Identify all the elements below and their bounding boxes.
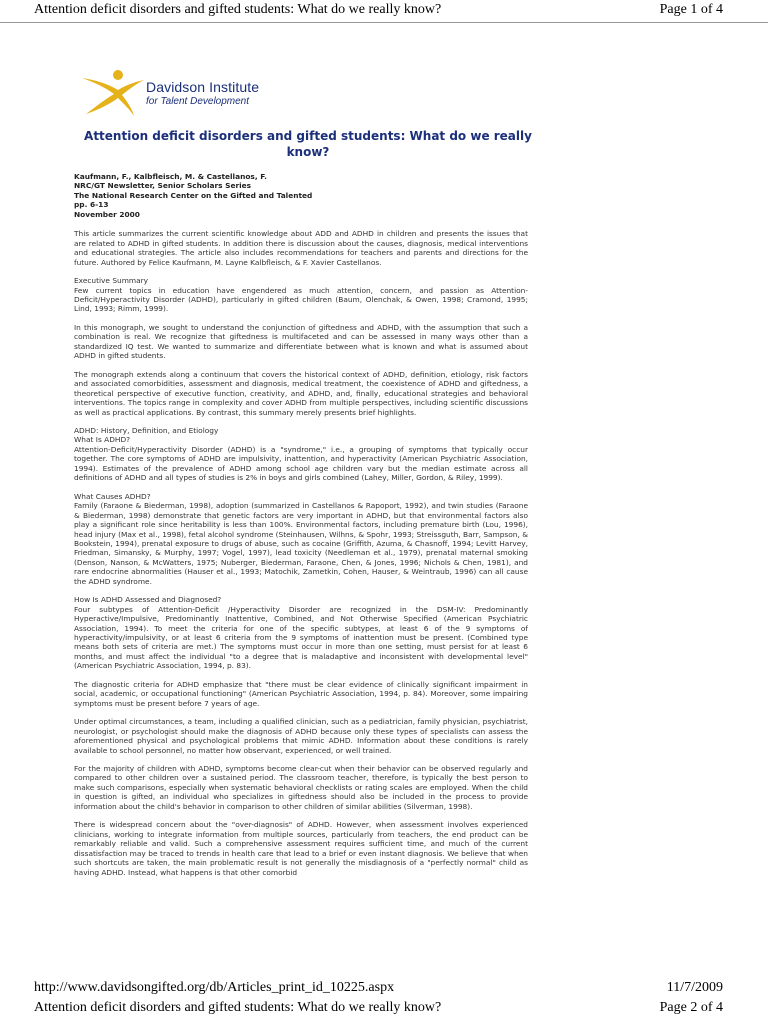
paragraph: The monograph extends along a continuum that covers the historical context of ADHD, definition, etiology, risk factors and associated comorbidities, assessment and diagnosis, medical treatment, the coexistence of ADHD and giftedness, a theoretical perspective of executive function, creativity, and ADHD, and, finally, educational strategies and behavioral interventions. The topics range in complexity and cover ADHD from multiple perspectives, including scientific discussions as well as practical applications. By contrast, this summary merely presents brief highlights. (74, 369, 528, 417)
davidson-logo (80, 68, 280, 118)
print-footer (0, 974, 768, 1024)
paragraph: There is widespread concern about the "over-diagnosis" of ADHD. However, when assessment involves experienced clinicians, working to integrate information from multiple sources, particularly from teachers, the end product can be remarkably reliable and valid. Such a comprehensive assessment requires sufficient time, and much of the current dissatisfaction may be traced to trends in health care that lead to a brief or even instant diagnosis. We believe that when such shortcuts are taken, the main problematic result is not generally the misdiagnosis of a "perfectly normal" child as having ADHD. Instead, what happens is that other comorbid (74, 820, 528, 877)
paragraph: What Causes ADHD? Family (Faraone & Biederman, 1998), adoption (summarized in Castellanos & Rapoport, 1992), and twin studies (Faraone & Biederman, 1998) demonstrate that genetic factors are very important in ADHD, but that environmental factors also play a significant role since heritability is less than 100%. Environmental factors, including premature birth (Lou, 1996), head injury (Max et al., 1998), fetal alcohol syndrome (Steinhausen, Wilhns, & Spohr, 1993; Streissguth, Barr, Sampson, & Bookstein, 1994), prenatal exposure to drugs of abuse, such as cocaine (Griffith, Azuma, & Chasnoff, 1994; Levitt Harvey, Friedman, Simansky, & Murphy, 1997; Vogel, 1997), lead toxicity (Needleman et al., 1979), prenatal maternal smoking (Denson, Nanson, & McWatters, 1975; Nuberger, Biederman, Faraone, Chen, & Jones, 1996; Nichols & Chen, 1981), and rare endocrine abnormalities (Hauser et al., 1993; Matochik, Zametkin, Cohen, Hauser, & Weintraub, 1996) can all cause the ADHD syndrome. (74, 491, 528, 586)
footer-url: http://www.davidsongifted.org/db/Articles_print_id_10225.aspx (34, 980, 395, 995)
logo-name: Davidson Institute (146, 79, 260, 95)
citation-center: The National Research Center on the Gifted and Talented (74, 190, 313, 200)
paragraph: The diagnostic criteria for ADHD emphasize that "there must be clear evidence of clinically significant impairment in social, academic, or occupational functioning" (American Psychiatric Association, 1994, p. 84). Moreover, some impairing symptoms must be present before 7 years of age. (74, 679, 528, 708)
citation-date: November 2000 (74, 209, 140, 219)
header-divider (0, 22, 768, 23)
paragraph: For the majority of children with ADHD, symptoms become clear-cut when their behavior can be observed regularly and compared to other children over a sustained period. The classroom teacher, therefore, is typically the best person to make such comparisons, especially when systematic behavioral checklists or rating scales are employed. When the child in question is gifted, an individual who specializes in giftedness should also be included in the process to provide information about the child's behavior in comparison to other children of similar abilities (Silverman, 1998). (74, 764, 528, 811)
citation-block (74, 172, 528, 219)
paragraph: In this monograph, we sought to understand the conjunction of giftedness and ADHD, with the assumption that such a combination is real. We recognize that giftedness is multifaceted and can be assessed in many ways other than a standardized IQ test. We wanted to summarize and differentiate between what is known and what is assumed about ADHD in gifted students. (74, 322, 528, 361)
header-title: Attention deficit disorders and gifted students: What do we really know? (34, 2, 442, 17)
next-page-number: Page 2 of 4 (659, 1000, 723, 1015)
header-page-number: Page 1 of 4 (659, 2, 723, 17)
davidson-figure-icon (80, 68, 146, 118)
citation-pages: pp. 6-13 (74, 200, 109, 210)
print-header (0, 0, 768, 22)
citation-newsletter: NRC/GT Newsletter, Senior Scholars Series (74, 181, 252, 191)
next-page-header-title: Attention deficit disorders and gifted students: What do we really know? (34, 1000, 442, 1015)
citation-authors: Kaufmann, F., Kalbfleisch, M. & Castellanos, F. (74, 172, 267, 181)
paragraph: Under optimal circumstances, a team, including a qualified clinician, such as a pediatrician, family physician, psychiatrist, neurologist, or psychologist should make the diagnosis of ADHD because only these types of specialists can assess the aforementioned physical and psychological problems that mimic ADHD. Information about these conditions is rarely available to school personnel, no matter how observant, experienced, or well trained. (74, 717, 528, 755)
paragraph: How Is ADHD Assessed and Diagnosed? Four subtypes of Attention-Deficit /Hyperactivity Disorder are recognized in the DSM-IV: Predominantly Hyperactive/Impulsive, Predominantly Inattentive, Combined, and Not Otherwise Specified (American Psychiatric Association, 1994). To meet the criteria for one of the specific subtypes, at least 6 of the 9 symptoms of hyperactivity/impulsivity, or at least 6 criteria from the 9 symptoms of inattention must be present. (Combined type means both sets of criteria are met.) The symptoms must occur in more than one setting, must persist for at least 6 months, and must affect the individual "to a degree that is maladaptive and inconsistent with developmental level" (American Psychiatric Association, 1994, p. 83). (74, 595, 528, 671)
logo-subtitle: for Talent Development (146, 96, 250, 107)
paragraph: ADHD: History, Definition, and Etiology What Is ADHD? Attention-Deficit/Hyperactivity Disorder (ADHD) is a "syndrome," i.e., a grouping of symptoms that typically occur together. The core symptoms of ADHD are impulsivity, inattention, and hyperactivity (American Psychiatric Association, 1994). Estimates of the prevalence of ADHD among school age children vary but the median estimate across all definitions of ADHD and all types of studies is 2% in boys and girls combined (Lahey, Miller, Gordon, & Riley, 1999). (74, 425, 528, 483)
paragraph: This article summarizes the current scientific knowledge about ADD and ADHD in children and presents the issues that are related to ADHD in gifted students. In addition there is discussion about the causes, diagnosis, medical interventions and educational strategies. The article also includes recommendations for teachers and parents and directions for the future. Authored by Felice Kaufmann, M. Layne Kalbfleisch, & F. Xavier Castellanos. (74, 229, 528, 267)
article-title: Attention deficit disorders and gifted students: What do we really know? (84, 129, 532, 159)
paragraph: Executive Summary Few current topics in education have engendered as much attention, concern, and passion as Attention-Deficit/Hyperactivity Disorder (ADHD), particularly in gifted children (Baum, Olenchak, & Owen, 1998; Cramond, 1995; Lind, 1993; Rimm, 1999). (74, 276, 528, 314)
article-body (74, 172, 528, 964)
footer-date: 11/7/2009 (666, 980, 723, 995)
